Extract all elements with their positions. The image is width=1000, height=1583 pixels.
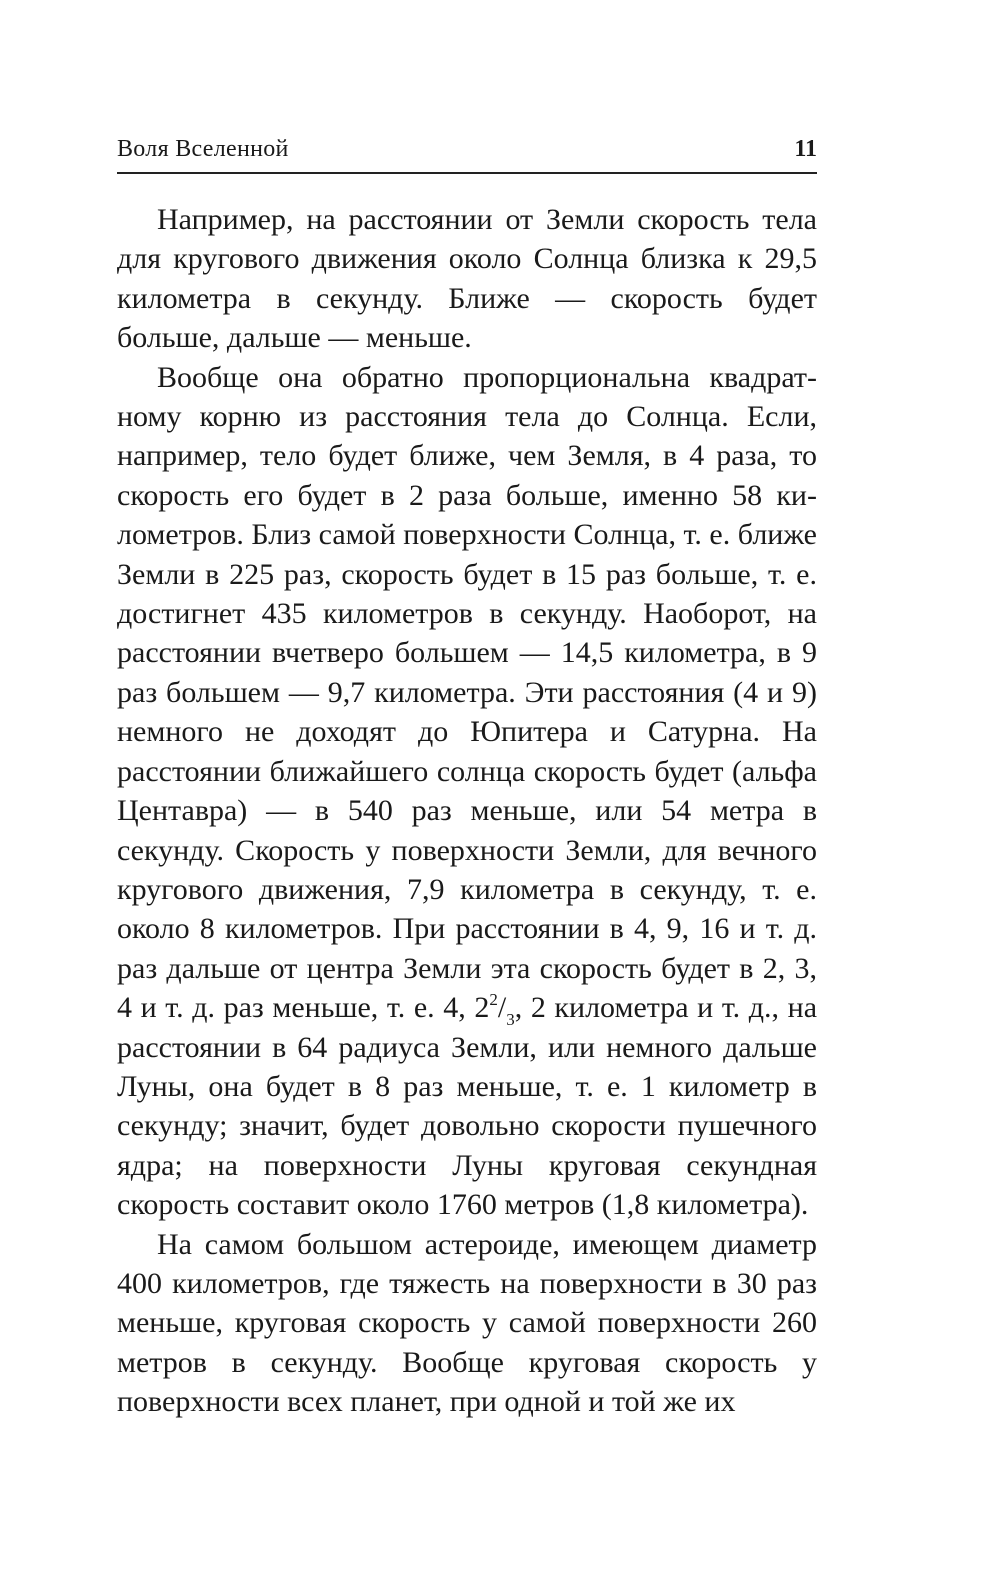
page-number: 11 [794, 136, 817, 162]
paragraph-2-part-2: , 2 километра и т. д., на расстоянии в 64 радиуса Земли, или немного дальше Луны, она будет в 8 раз меньше, т. е. 1 километр в секунду; значит, будет довольно скорости пушечного ядра; на поверхности Луны круговая секундная скорость составит около 1760 метров (1,8 километра). [117, 991, 818, 1222]
paragraph-1: Например, на расстоянии от Земли скорость тела для кругового движения около Солнца близка к 29,5 километра в секунду. Ближе — скорость будет больше, дальше — меньше. [117, 203, 817, 355]
fraction-denominator: 3 [506, 1010, 515, 1030]
paragraph-2 [117, 358, 817, 1225]
running-header [117, 136, 817, 174]
paragraph-3: На самом большом астероиде, имеющем диаметр 400 километров, где тяжесть на поверхности в 30 раз меньше, круговая скорость у самой поверхности 260 метров в секунду. Вообще круговая скорость у поверхности всех планет, при одной и той же их [117, 1227, 817, 1419]
fraction-whole: 2 [474, 991, 490, 1025]
paragraph-2-part-1: Вообще она обратно пропорциональна квадратному корню из расстояния тела до Солнца. Если, например, тело будет ближе, чем Земля, в 4 раза, то скорость его будет в 2 раза больше, именно 58 километров. Близ самой поверхности Солнца, т. е. ближе Земли в 225 раз, скорость будет в 15 раз больше, т. е. достигнет 435 километров в секунду. Наоборот, на расстоянии вчетверо большем — 14,5 километра, в 9 раз большем — 9,7 километра. Эти расстояния (4 и 9) немного не доходят до Юпитера и Сатурна. На расстоянии ближайшего солнца скорость будет (альфа Центавра) — в 540 раз меньше, или 54 метра в секунду. Скорость у поверхности Земли, для вечного кругового движения, 7,9 километра в секунду, т. е. около 8 километров. При расстоянии в 4, 9, 16 и т. д. раз дальше от центра Земли эта скорость будет в 2, 3, 4 и т. д. раз меньше, т. е. 4, [117, 360, 817, 1025]
fraction-numerator: 2 [489, 990, 498, 1010]
running-title: Воля Вселенной [117, 136, 289, 162]
body-text [117, 200, 817, 1422]
fraction-slash: / [497, 991, 507, 1025]
